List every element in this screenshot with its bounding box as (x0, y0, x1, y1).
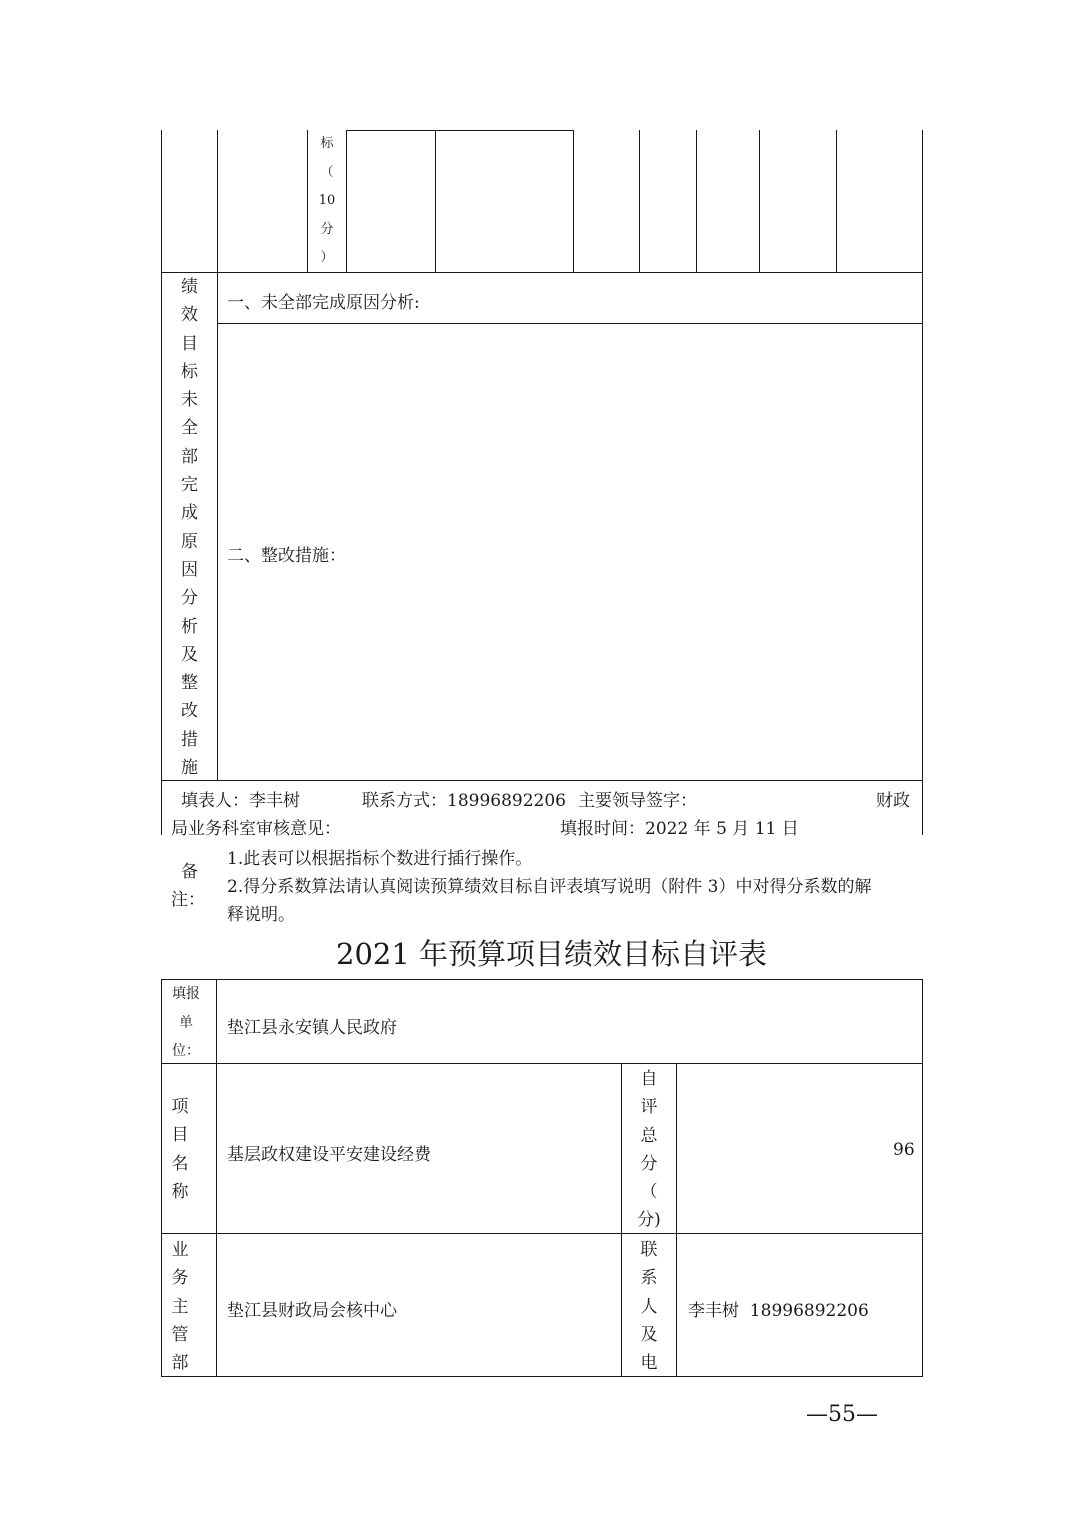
note-line-2: 2.得分系数算法请认真阅读预算绩效目标自评表填写说明（附件 3）中对得分系数的解 (227, 877, 872, 897)
analysis-label: 一、未全部完成原因分析: (227, 293, 420, 313)
notes-label-2: 注： (171, 890, 205, 910)
indicator-fragment: 标 （ 10 分 ） (318, 136, 336, 265)
filler-label: 填表人：李丰树 (181, 791, 300, 811)
contact-person-value: 李丰树 18996892206 (688, 1301, 869, 1321)
finance-label: 财政 (876, 791, 910, 811)
dept-label: 业 务 主 管 部 (171, 1240, 189, 1374)
measures-label: 二、整改措施： (227, 546, 346, 566)
dept-value: 垫江县财政局会核中心 (227, 1301, 397, 1321)
project-name-label: 项 目 名 称 (171, 1097, 189, 1202)
contact-person-label: 联 系 人 及 电 (640, 1240, 658, 1374)
leader-sign-label: 主要领导签字： (578, 791, 697, 811)
score-label: 自 评 总 分 （ 分) (637, 1069, 661, 1231)
contact-label: 联系方式：18996892206 (362, 791, 566, 811)
page-number: —55— (806, 1402, 878, 1427)
reason-section-header: 绩 效 目 标 未 全 部 完 成 原 因 分 析 及 整 改 措 施 (181, 277, 198, 779)
note-line-3: 释说明。 (227, 905, 295, 925)
unit-label: 填报 单 位： (172, 986, 200, 1059)
review-label: 局业务科室审核意见： (171, 819, 341, 839)
notes-label-1: 备 (181, 862, 198, 882)
project-name-value: 基层政权建设平安建设经费 (227, 1145, 431, 1165)
fill-date-label: 填报时间：2022 年 5 月 11 日 (560, 819, 799, 839)
unit-value: 垫江县永安镇人民政府 (227, 1018, 397, 1038)
note-line-1: 1.此表可以根据指标个数进行插行操作。 (227, 849, 533, 869)
score-value: 96 (893, 1140, 915, 1160)
form-title: 2021 年预算项目绩效目标自评表 (336, 937, 768, 971)
